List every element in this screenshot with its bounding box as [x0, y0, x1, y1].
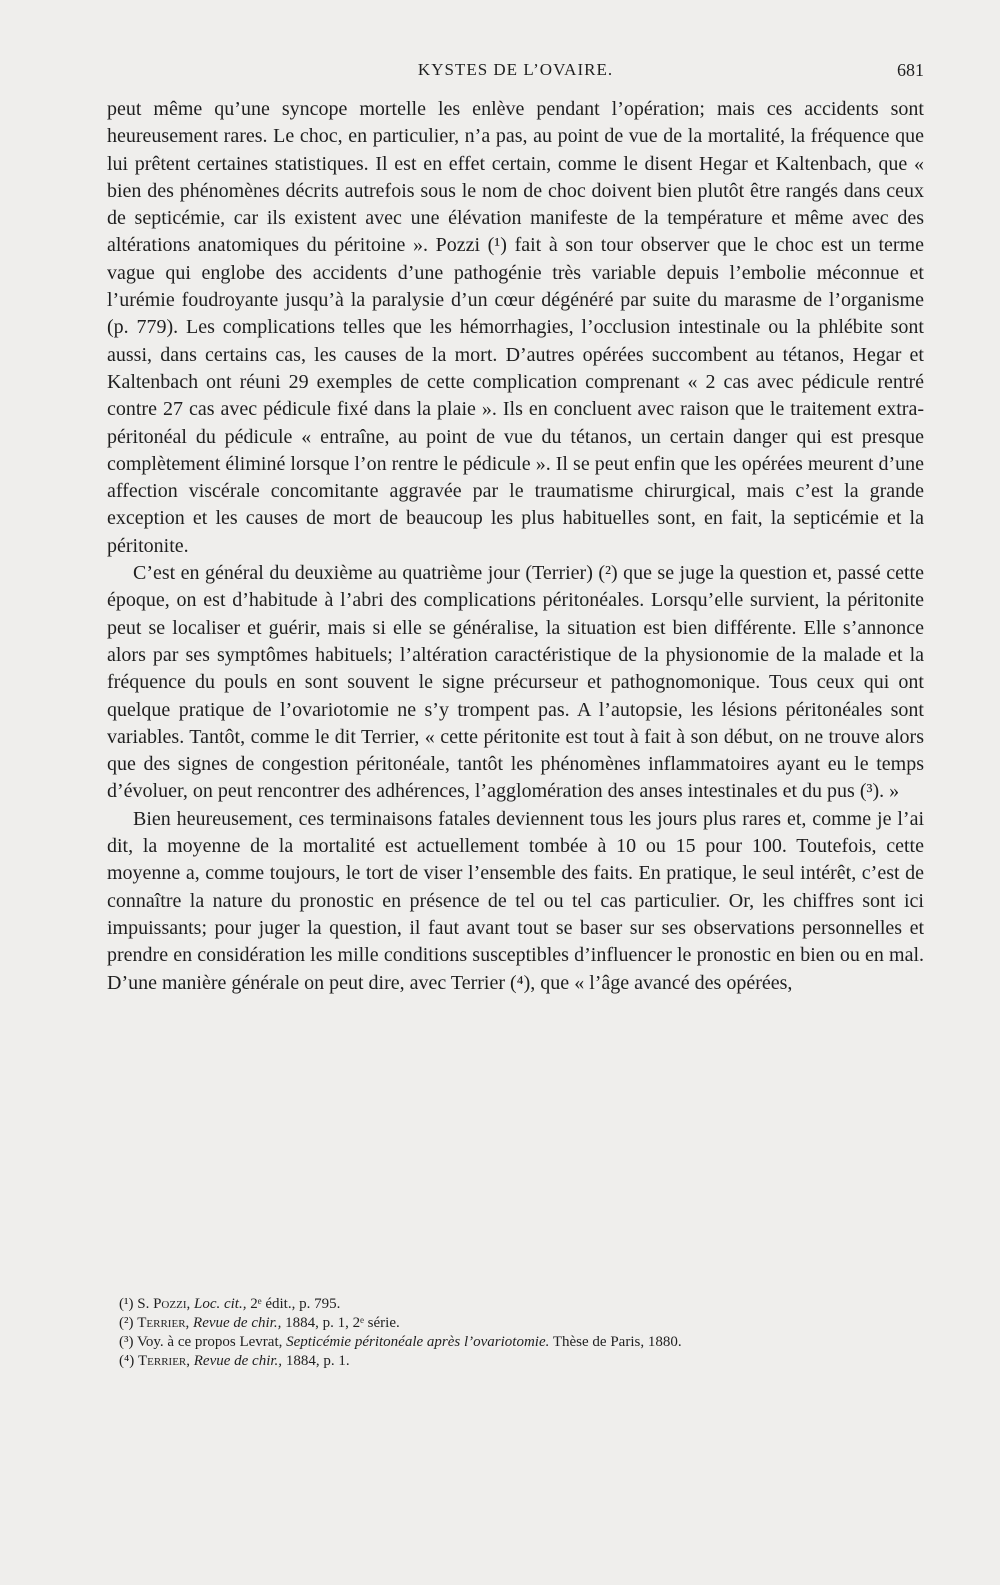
footnote-3 — [107, 1333, 924, 1352]
footnote-source: Revue de chir., — [193, 1353, 283, 1369]
footnote-mark: (²) — [119, 1315, 134, 1331]
footnote-rest: 1884, p. 1. — [285, 1353, 350, 1369]
running-title: KYSTES DE L’OVAIRE. — [417, 60, 614, 79]
footnote-author: S. Pozzi, — [137, 1296, 191, 1312]
footnote-rest: 2ᵉ édit., p. 795. — [250, 1296, 341, 1312]
footnote-source: Septicémie péritonéale après l’ovariotomie. — [286, 1334, 550, 1350]
footnote-author: Terrier, — [137, 1353, 191, 1369]
footnote-source: Revue de chir., — [193, 1315, 282, 1331]
footnote-mark: (¹) — [119, 1296, 134, 1312]
paragraph-2: C’est en général du deuxième au quatrième jour (Terrier) (²) que se juge la question et, passé cette époque, on est d’habitude à l’abri des complications péritonéales. Lorsqu’elle survient, la péritonite peut se localiser et guérir, mais si elle se généralise, la situation est bien différente. Elle s’annonce alors par ses symptômes habituels; l’altération caractéristique de la physionomie de la malade et la fréquence du pouls en sont souvent le signe précurseur et pathognomonique. Tous ceux qui ont quelque pratique de l’ovariotomie ne s’y trompent pas. A l’autopsie, les lésions péritonéales sont variables. Tantôt, comme le dit Terrier, « cette péritonite est tout à fait à son début, on ne trouve alors que des signes de congestion péritonéale, tantôt les phénomènes inflammatoires ayant eu le temps d’évoluer, on peut rencontrer des adhérences, l’agglomération des anses intestinales et du pus (³). » — [107, 562, 924, 803]
footnote-mark: (⁴) — [119, 1353, 135, 1369]
footnote-2 — [107, 1314, 924, 1333]
footnotes — [107, 1295, 924, 1371]
paragraph-3: Bien heureusement, ces terminaisons fatales deviennent tous les jours plus rares et, comme je l’ai dit, la moyenne de la mortalité est actuellement tombée à 10 ou 15 pour 100. Toutefois, cette moyenne a, comme toujours, le tort de viser l’ensemble des faits. En pratique, le seul intérêt, c’est de connaître la nature du pronostic en présence de tel ou tel cas particulier. Or, les chiffres sont ici impuissants; pour juger la question, il faut avant tout se baser sur ses observations personnelles et prendre en considération les mille conditions susceptibles d’influencer le pronostic en bien ou en mal. D’une manière générale on peut dire, avec Terrier (⁴), que « l’âge avancé des opérées, — [107, 807, 924, 994]
footnote-rest: 1884, p. 1, 2ᵉ série. — [285, 1315, 400, 1331]
footnote-4 — [107, 1352, 924, 1371]
page-number: 681 — [897, 60, 924, 80]
footnote-rest: Thèse de Paris, 1880. — [552, 1334, 682, 1350]
footnote-author: Terrier, — [137, 1315, 190, 1331]
paragraph-1: peut même qu’une syncope mortelle les enlève pendant l’opération; mais ces accidents sont heureusement rares. Le choc, en particulier, n’a pas, au point de vue de la mortalité, la fréquence que lui prêtent certaines statistiques. Il est en effet certain, comme le disent Hegar et Kaltenbach, que « bien des phénomènes décrits autrefois sous le nom de choc doivent bien plutôt être rangés dans ceux de septicémie, car ils existent avec une élévation manifeste de la température et même avec des altérations anatomiques du péritoine ». Pozzi (¹) fait à son tour observer que le choc est un terme vague qui englobe des accidents d’une pathogénie très variable depuis l’embolie méconnue et l’urémie foudroyante jusqu’à la paralysie d’un cœur dégénéré par suite du marasme de l’organisme (p. 779). Les complications telles que les hémorrhagies, l’occlusion intestinale ou la phlébite sont aussi, dans certains cas, les causes de la mort. D’autres opérées succombent au tétanos, Hegar et Kaltenbach ont réuni 29 exemples de cette complication comprenant « 2 cas avec pédicule rentré contre 27 cas avec pédicule fixé dans la plaie ». Ils en concluent avec raison que le traitement extra-péritonéal du pédicule « entraîne, au point de vue du tétanos, un certain danger qui est presque complètement éliminé lorsque l’on rentre le pédicule ». Il se peut enfin que les opérées meurent d’une affection viscérale concomitante aggravée par le traumatisme chirurgical, mais c’est la grande exception et les causes de mort de beaucoup les plus habituelles sont, en fait, la septicémie et la péritonite. — [107, 98, 924, 557]
footnote-mark: (³) — [119, 1334, 134, 1350]
footnote-source: Loc. cit., — [193, 1296, 247, 1312]
footnote-author: Voy. à ce propos Levrat, — [136, 1334, 283, 1350]
page-header — [107, 60, 924, 90]
body-text — [107, 96, 924, 997]
footnote-1 — [107, 1295, 924, 1314]
